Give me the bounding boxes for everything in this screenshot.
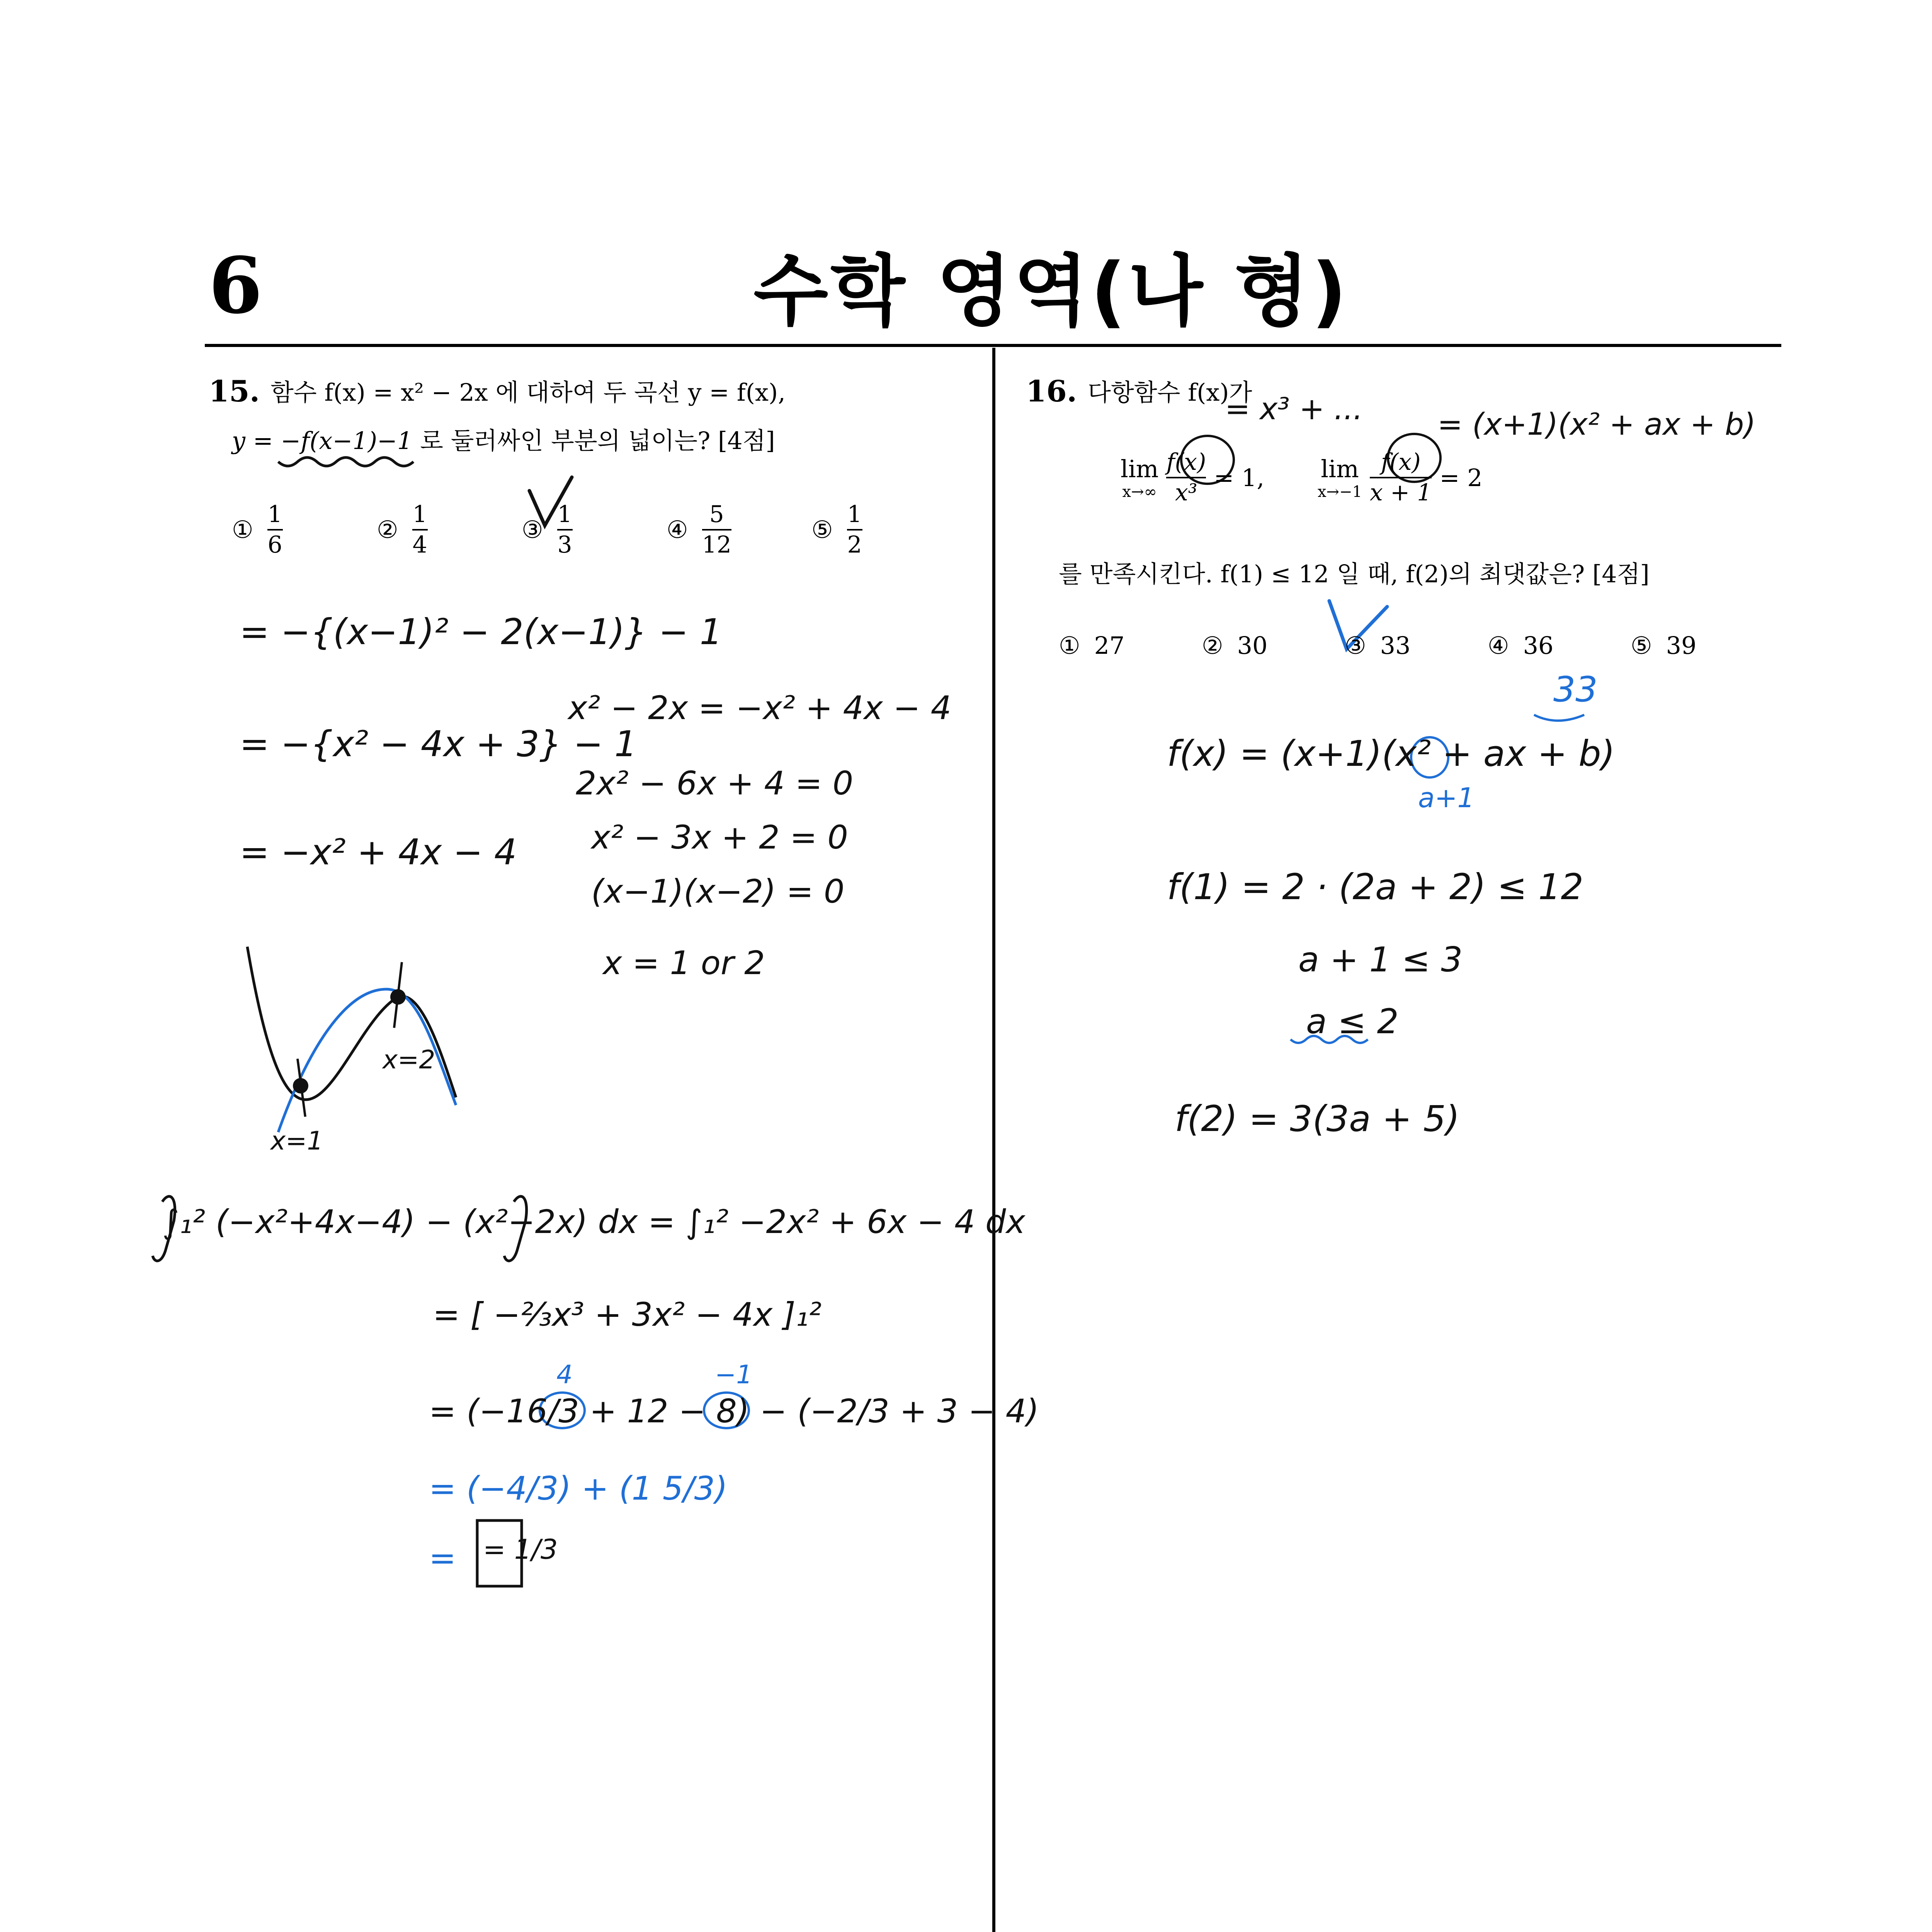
graph-label-x1: x=1: [270, 1126, 323, 1156]
choice-mark: ④: [1488, 631, 1509, 660]
page-number: 6: [209, 240, 263, 331]
page-title: 수학 영역(나 형): [753, 247, 1349, 337]
q16-choice-5[interactable]: [1631, 631, 1697, 660]
choice-mark: ③: [522, 515, 543, 544]
fraction-bar: [1166, 477, 1206, 478]
numerator: 1: [412, 501, 427, 528]
q16-choice-4[interactable]: [1488, 631, 1554, 660]
question-15-line2-rest: 로 둘러싸인 부분의 넓이는? [4점]: [412, 427, 775, 455]
check-mark-q15: [529, 477, 572, 526]
choice-mark: ⑤: [811, 515, 833, 544]
q16-choice-2[interactable]: [1202, 631, 1268, 660]
q16-work-3: a + 1 ≤ 3: [1298, 940, 1463, 980]
work-line-3: = −x² + 4x − 4: [240, 832, 517, 873]
lim-subscript: x→−1: [1318, 483, 1362, 501]
q16-choice-3[interactable]: [1345, 631, 1411, 660]
final-equals: =: [429, 1539, 456, 1577]
numerator: 1: [557, 501, 572, 528]
work-right-4: (x−1)(x−2) = 0: [591, 872, 845, 910]
choice-mark: ⑤: [1631, 631, 1652, 660]
q16-work-1-note: a+1: [1418, 782, 1475, 814]
choice-mark: ②: [377, 515, 398, 544]
integral-note-a: 4: [556, 1360, 573, 1389]
denominator: x³: [1175, 479, 1197, 506]
work-right-1: x² − 2x = −x² + 4x − 4: [568, 689, 952, 727]
numerator: 1: [267, 501, 282, 528]
choice-mark: ①: [232, 515, 253, 544]
numerator: f(x): [1381, 449, 1421, 476]
lim-word: lim: [1121, 454, 1159, 483]
work-line-2: = −{x² − 4x + 3} − 1: [240, 723, 637, 765]
question-16-line2: 를 만족시킨다. f(1) ≤ 12 일 때, f(2)의 최댓값은? [4점]: [1059, 560, 1650, 588]
underline-answer-note: [1534, 715, 1584, 721]
numerator: f(x): [1166, 449, 1206, 476]
choice-value: 27: [1094, 631, 1125, 660]
question-15-line1: 함수 f(x) = x² − 2x 에 대하여 두 곡선 y = f(x),: [270, 378, 786, 406]
question-15-number: 15.: [209, 374, 260, 408]
denominator: 12: [702, 531, 731, 558]
choice-mark: ③: [1345, 631, 1366, 660]
denominator: x + 1: [1370, 479, 1432, 506]
integral-note-b: −1: [715, 1360, 753, 1389]
lim-subscript: x→∞: [1122, 483, 1157, 501]
integral-line-2: = [ −⅔x³ + 3x² − 4x ]₁²: [433, 1296, 822, 1333]
final-answer-q15: = 1/3: [483, 1534, 558, 1565]
integral-line-4: = (−4/3) + (1 5/3): [429, 1469, 728, 1507]
q16-work-2: f(1) = 2 · (2a + 2) ≤ 12: [1167, 866, 1583, 908]
graph-label-x2: x=2: [383, 1045, 435, 1075]
wavy-underline: [278, 457, 413, 466]
work-right-5: x = 1 or 2: [603, 944, 765, 982]
question-16-line1: 다항함수 f(x)가: [1088, 378, 1252, 406]
choice-mark: ④: [667, 515, 688, 544]
question-15-curve: y = −f(x−1)−1: [232, 427, 413, 455]
q16-choice-1[interactable]: [1059, 631, 1125, 660]
fraction-bar: [1370, 477, 1432, 478]
work-right-3: x² − 3x + 2 = 0: [591, 818, 848, 856]
lim-rhs: = 2: [1439, 463, 1483, 492]
q16-work-4: a ≤ 2: [1306, 1002, 1399, 1041]
note-top-1: = x³ + ...: [1225, 392, 1363, 427]
lim-rhs: = 1,: [1214, 463, 1265, 492]
integral-line-5: [429, 1539, 456, 1577]
integral-line-3: = (−16/3 + 12 − 8) − (−2/3 + 3 − 4): [429, 1392, 1039, 1430]
denominator: 4: [412, 531, 427, 558]
integral-line-1: ∫₁² (−x²+4x−4) − (x²−2x) dx = ∫₁² −2x² + 6x − 4 dx: [162, 1203, 1026, 1241]
choice-value: 39: [1666, 631, 1697, 660]
denominator: 2: [847, 531, 862, 558]
choice-value: 33: [1380, 631, 1411, 660]
limit-1: [1121, 450, 1264, 505]
lim-fraction: [1166, 450, 1206, 505]
lim-word: lim: [1321, 454, 1359, 483]
choice-value: 36: [1523, 631, 1554, 660]
numerator: 1: [847, 501, 862, 528]
choice-mark: ①: [1059, 631, 1080, 660]
work-line-1: = −{(x−1)² − 2(x−1)} − 1: [240, 611, 723, 653]
question-16-number: 16.: [1026, 374, 1077, 408]
note-top-2: = (x+1)(x² + ax + b): [1437, 407, 1756, 442]
choice-value: 30: [1237, 631, 1268, 660]
limit-2: [1318, 450, 1483, 505]
choice-mark: ②: [1202, 631, 1223, 660]
q16-work-1: f(x) = (x+1)(x² + ax + b): [1167, 733, 1615, 774]
numerator: 5: [709, 501, 724, 528]
lim-fraction: [1370, 450, 1432, 505]
denominator: 3: [557, 531, 572, 558]
denominator: 6: [267, 531, 282, 558]
q16-work-5: f(2) = 3(3a + 5): [1175, 1098, 1460, 1139]
work-right-2: 2x² − 6x + 4 = 0: [576, 764, 854, 802]
answer-note-q16: 33: [1553, 669, 1598, 710]
